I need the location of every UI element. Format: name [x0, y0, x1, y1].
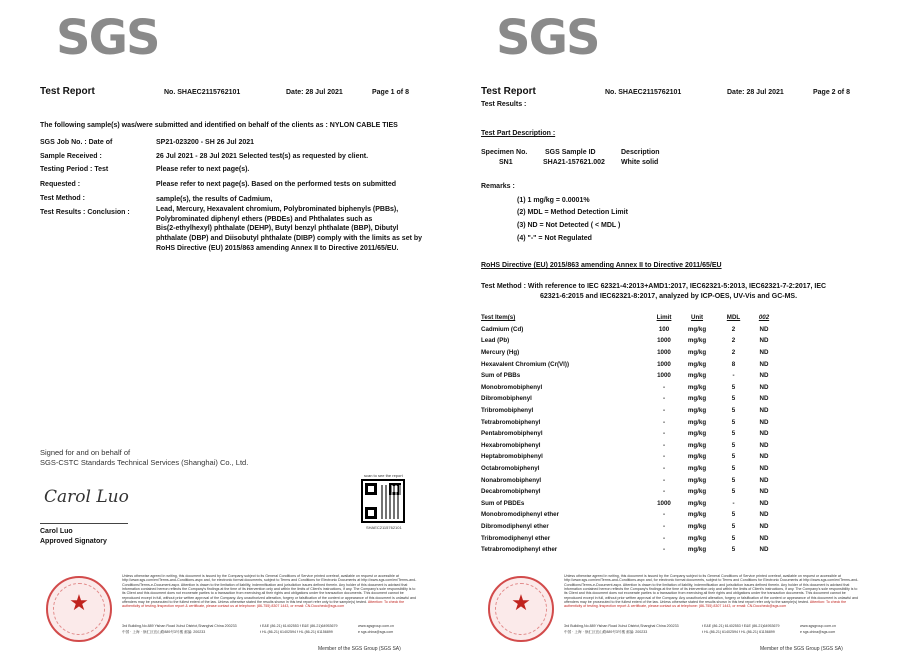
field-label: Test Method :: [40, 195, 85, 202]
col-sample-002: 002: [758, 314, 770, 322]
limit-cell: -: [662, 383, 666, 391]
unit-cell: mg/kg: [687, 372, 707, 380]
page2-header: [481, 86, 861, 102]
web-block: [800, 624, 836, 636]
unit-cell: mg/kg: [687, 511, 707, 519]
limit-cell: -: [662, 522, 666, 530]
table-row: [481, 474, 779, 486]
authenticity-attention: Attention: To check the authenticity of testing /inspection report & certificate, please contact us at telephone: (86-755) 8307 1443, or email: CN.Doccheck@sgs.com: [122, 599, 405, 609]
table-row: [481, 335, 779, 347]
limit-cell: 1000: [657, 337, 671, 345]
unit-cell: mg/kg: [687, 325, 707, 333]
conclusion-line: sample(s), the results of Cadmium,: [156, 196, 273, 203]
table-row: [481, 463, 779, 475]
address-cn: 中国 · 上海 · 徐汇区宜山路889号3号楼 邮编: 200233: [122, 629, 206, 634]
limit-cell: -: [662, 395, 666, 403]
field-label: SGS Job No. : Date of: [40, 139, 113, 146]
limit-cell: 1000: [657, 372, 671, 380]
phone-en: t E&E (86-21) 61402553 f E&E (86-21)64953679: [702, 624, 780, 628]
limit-cell: 100: [658, 325, 670, 333]
authenticity-attention: Attention: To check the authenticity of testing /inspection report & certificate, please contact us at telephone: (86-755) 8307 1443, or email: CN.Doccheck@sgs.com: [564, 599, 847, 609]
mdl-cell: 5: [731, 476, 736, 484]
intro-text: The following sample(s) was/were submitted and identified on behalf of the clients as : NYLON CABLE TIES: [40, 122, 398, 129]
unit-cell: mg/kg: [687, 534, 707, 542]
test-item-cell: Tetrabromobiphenyl: [481, 418, 541, 426]
table-row: [481, 370, 779, 382]
result-cell: ND: [759, 522, 769, 530]
company-seal: [488, 576, 554, 642]
remark-item: (4) "-" = Not Regulated: [517, 235, 592, 242]
report-title: Test Report: [481, 86, 536, 97]
mdl-cell: 5: [731, 395, 736, 403]
web-block: [358, 624, 394, 636]
conclusion-line: phthalate (DBP) and Diisobutyl phthalate (DIBP) comply with the limits as set by: [156, 235, 423, 243]
part-col-description: Description: [621, 149, 660, 156]
col-mdl: MDL: [726, 314, 741, 322]
test-item-cell: Mercury (Hg): [481, 349, 520, 357]
limit-cell: -: [662, 476, 666, 484]
unit-cell: mg/kg: [687, 430, 707, 438]
mdl-cell: 5: [731, 418, 736, 426]
report-date: Date: 28 Jul 2021: [727, 89, 784, 96]
mdl-cell: 5: [731, 430, 736, 438]
table-row: [481, 347, 779, 359]
col-limit: Limit: [656, 314, 672, 322]
results-table-body: [481, 324, 779, 556]
unit-cell: mg/kg: [687, 383, 707, 391]
qr-code[interactable]: [361, 479, 405, 523]
conclusion-line: Lead, Mercury, Hexavalent chromium, Polybrominated biphenyls (PBBs),: [156, 205, 399, 213]
col-unit: Unit: [690, 314, 704, 322]
table-row: [481, 324, 779, 336]
unit-cell: mg/kg: [687, 546, 707, 554]
mdl-cell: 2: [731, 349, 736, 357]
result-cell: ND: [759, 360, 769, 368]
test-item-cell: Pentabromobiphenyl: [481, 430, 543, 438]
test-item-cell: Sum of PBBs: [481, 372, 521, 380]
mdl-cell: 5: [731, 511, 736, 519]
test-item-cell: Dibromobiphenyl: [481, 395, 532, 403]
field-label: Testing Period : Test: [40, 166, 109, 173]
remark-item: (3) ND = Not Detected ( < MDL ): [517, 222, 621, 229]
table-row: [481, 521, 779, 533]
mdl-cell: 5: [731, 546, 736, 554]
mdl-cell: 5: [731, 441, 736, 449]
test-item-cell: Monobromobiphenyl: [481, 383, 543, 391]
page-number: Page 2 of 8: [813, 89, 850, 96]
test-item-cell: Monobromodiphenyl ether: [481, 511, 560, 519]
limit-cell: -: [662, 453, 666, 461]
limit-cell: -: [662, 546, 666, 554]
part-col-sample-id: SGS Sample ID: [545, 149, 596, 156]
unit-cell: mg/kg: [687, 360, 707, 368]
conclusion-line: Bis(2-ethylhexyl) phthalate (DEHP), Butyl benzyl phthalate (BBP), Dibutyl: [156, 225, 399, 233]
table-row: [481, 358, 779, 370]
star-icon: ★: [511, 590, 531, 615]
phone-block: [702, 624, 780, 636]
mdl-cell: -: [732, 372, 735, 380]
phone-cn: t HL (86-21) 61402594 f HL (86-21) 61156899: [260, 629, 333, 634]
result-cell: ND: [759, 488, 769, 496]
limit-cell: 1000: [657, 360, 671, 368]
sgs-logo: SGS: [496, 10, 599, 66]
test-item-cell: Lead (Pb): [481, 337, 510, 345]
phone-block: [260, 624, 338, 636]
result-cell: ND: [759, 349, 769, 357]
member-text: Member of the SGS Group (SGS SA): [318, 646, 401, 652]
result-cell: ND: [759, 372, 769, 380]
limit-cell: 1000: [657, 349, 671, 357]
result-cell: ND: [759, 418, 769, 426]
result-cell: ND: [759, 453, 769, 461]
report-date: Date: 28 Jul 2021: [286, 89, 343, 96]
address-block: [564, 624, 679, 636]
test-item-cell: Sum of PBDEs: [481, 499, 525, 507]
part-description: White solid: [621, 159, 659, 166]
field-label: Sample Received :: [40, 153, 102, 160]
limit-cell: -: [662, 465, 666, 473]
field-value: SP21-023200 - SH 26 Jul 2021: [156, 139, 255, 146]
conclusion-text: [156, 195, 422, 254]
website-link[interactable]: www.sgsgroup.com.cn: [800, 624, 836, 628]
limit-cell: -: [662, 511, 666, 519]
test-item-cell: Hexavalent Chromium (Cr(VI)): [481, 360, 570, 368]
result-cell: ND: [759, 407, 769, 415]
field-value: 26 Jul 2021 - 28 Jul 2021 Selected test(s) as requested by client.: [156, 153, 369, 160]
company-name: SGS-CSTC Standards Technical Services (Shanghai) Co., Ltd.: [40, 458, 249, 467]
table-row: [481, 382, 779, 394]
result-cell: ND: [759, 465, 769, 473]
mdl-cell: 5: [731, 407, 736, 415]
result-cell: ND: [759, 476, 769, 484]
test-item-cell: Cadmium (Cd): [481, 325, 524, 333]
table-row: [481, 509, 779, 521]
table-row: [481, 451, 779, 463]
result-cell: ND: [759, 430, 769, 438]
unit-cell: mg/kg: [687, 407, 707, 415]
phone-en: t E&E (86-21) 61402553 f E&E (86-21)64953679: [260, 624, 338, 628]
mdl-cell: 2: [731, 337, 736, 345]
result-cell: ND: [759, 441, 769, 449]
member-text: Member of the SGS Group (SGS SA): [760, 646, 843, 652]
unit-cell: mg/kg: [687, 453, 707, 461]
qr-caption: scan to see the report: [364, 473, 403, 478]
table-row: [481, 393, 779, 405]
remarks-heading: Remarks :: [481, 183, 515, 190]
part-specimen-no: SN1: [499, 159, 513, 166]
limit-cell: 1000: [657, 499, 671, 507]
field-value: Please refer to next page(s). Based on the performed tests on submitted: [156, 181, 396, 188]
conclusion-line: Polybrominated diphenyl ethers (PBDEs) and Phthalates such as: [156, 215, 373, 223]
unit-cell: mg/kg: [687, 499, 707, 507]
table-row: [481, 416, 779, 428]
field-value: Please refer to next page(s).: [156, 166, 250, 173]
part-col-specimen: Specimen No.: [481, 149, 528, 156]
limit-cell: -: [662, 418, 666, 426]
test-item-cell: Nonabromobiphenyl: [481, 476, 542, 484]
report-number: No. SHAEC2115762101: [605, 89, 682, 96]
qr-report-number: SHAEC2115762101: [366, 525, 402, 530]
test-item-cell: Tribromodiphenyl ether: [481, 534, 551, 542]
result-cell: ND: [759, 383, 769, 391]
unit-cell: mg/kg: [687, 488, 707, 496]
phone-cn: t HL (86-21) 61402594 f HL (86-21) 61156899: [702, 629, 775, 634]
conclusion-line: RoHS Directive (EU) 2015/863 amending Annex II to Directive 2011/65/EU.: [156, 244, 399, 252]
limit-cell: -: [662, 534, 666, 542]
report-title: Test Report: [40, 86, 95, 97]
field-label: Requested :: [40, 181, 81, 188]
limit-cell: -: [662, 407, 666, 415]
table-row: [481, 532, 779, 544]
mdl-cell: 5: [731, 534, 736, 542]
address-block: [122, 624, 237, 636]
table-row: [481, 486, 779, 498]
mdl-cell: 5: [731, 488, 736, 496]
part-description-heading: Test Part Description :: [481, 130, 556, 137]
mdl-cell: 5: [731, 383, 736, 391]
signature: Carol Luo: [44, 487, 129, 507]
results-table: [481, 312, 779, 555]
table-row: [481, 544, 779, 556]
report-number: No. SHAEC2115762101: [164, 89, 241, 96]
mdl-cell: 5: [731, 522, 736, 530]
test-item-cell: Heptabromobiphenyl: [481, 453, 543, 461]
test-item-cell: Decabromobiphenyl: [481, 488, 541, 496]
company-seal: [46, 576, 112, 642]
table-row: [481, 498, 779, 510]
star-icon: ★: [69, 590, 89, 615]
result-cell: ND: [759, 534, 769, 542]
unit-cell: mg/kg: [687, 395, 707, 403]
address-cn: 中国 · 上海 · 徐汇区宜山路889号3号楼 邮编: 200233: [564, 629, 648, 634]
unit-cell: mg/kg: [687, 337, 707, 345]
email-link[interactable]: e sgs.china@sgs.com: [800, 629, 836, 634]
unit-cell: mg/kg: [687, 418, 707, 426]
page-number: Page 1 of 8: [372, 89, 409, 96]
mdl-cell: 8: [731, 360, 736, 368]
unit-cell: mg/kg: [687, 476, 707, 484]
address-en: 3rd Building,No.889 Yishan Road Xuhui District,Shanghai China 200233: [122, 624, 237, 628]
limit-cell: -: [662, 441, 666, 449]
website-link[interactable]: www.sgsgroup.com.cn: [358, 624, 394, 628]
result-cell: ND: [759, 546, 769, 554]
mdl-cell: 5: [731, 453, 736, 461]
test-item-cell: Dibromodiphenyl ether: [481, 522, 549, 530]
test-method-line: Test Method : With reference to IEC 62321-4:2013+AMD1:2017, IEC62321-5:2013, IEC62321-7-2:2017, IEC: [481, 283, 827, 290]
test-item-cell: Hexabromobiphenyl: [481, 441, 541, 449]
limit-cell: -: [662, 430, 666, 438]
unit-cell: mg/kg: [687, 465, 707, 473]
test-results-heading: Test Results :: [481, 101, 527, 108]
mdl-cell: -: [732, 499, 735, 507]
result-cell: ND: [759, 499, 769, 507]
col-test-item: Test Item(s): [481, 314, 516, 322]
table-row: [481, 428, 779, 440]
unit-cell: mg/kg: [687, 522, 707, 530]
result-cell: ND: [759, 511, 769, 519]
result-cell: ND: [759, 337, 769, 345]
directive-heading: RoHS Directive (EU) 2015/863 amending Annex II to Directive 2011/65/EU: [481, 262, 722, 269]
email-link[interactable]: e sgs.china@sgs.com: [358, 629, 394, 634]
page1-header: [40, 86, 420, 102]
test-item-cell: Tribromobiphenyl: [481, 407, 534, 415]
remark-item: (1) 1 mg/kg = 0.0001%: [517, 197, 590, 204]
disclaimer-text: Unless otherwise agreed in writing, this document is issued by the Company subject to its General Conditions of Service printed overleaf, available on request or accessible at http://www.sgs.com/en/Terms-and-Conditions.aspx and, for electronic format documents, subject to Terms and Conditions for Electronic Documents at http://www.sgs.com/en/Terms-and-Conditions/Terms-e-Document.aspx. Attention is drawn to the limitation of liability, indemnification and jurisdiction issues defined therein. Any holder of this document is advised that information contained hereon reflects the Company's findings at the time of its intervention only and within the limits of Client's instructions, if any. The Company's sole responsibility is to its Client and this document does not exonerate parties to a transaction from exercising all their rights and obligations under the transaction documents. This document cannot be reproduced except in full, without prior written approval of the Company. Any unauthorized alteration, forgery or falsification of the content or appearance of this document is unlawful and offenders may be prosecuted to the fullest extent of the law. Unless otherwise stated the results shown in this test report refer only to the sample(s) tested. Attention: To check the authenticity of testing /inspection report & certificate, please contact us at telephone: (86-755) 8307 1443, or email: CN.Doccheck@sgs.com: [122, 574, 417, 609]
unit-cell: mg/kg: [687, 349, 707, 357]
sgs-logo: SGS: [56, 10, 159, 66]
result-cell: ND: [759, 395, 769, 403]
mdl-cell: 5: [731, 465, 736, 473]
signature-line: [40, 523, 128, 524]
signer-title: Approved Signatory: [40, 538, 107, 545]
address-en: 3rd Building,No.889 Yishan Road Xuhui District,Shanghai China 200233: [564, 624, 679, 628]
signer-name: Carol Luo: [40, 528, 73, 535]
limit-cell: -: [662, 488, 666, 496]
table-row: [481, 405, 779, 417]
test-item-cell: Octabromobiphenyl: [481, 465, 540, 473]
test-method-line: 62321-6:2015 and IEC62321-8:2017, analyzed by ICP-OES, UV-Vis and GC-MS.: [540, 293, 798, 300]
field-label: Test Results : Conclusion :: [40, 209, 130, 216]
table-row: [481, 440, 779, 452]
unit-cell: mg/kg: [687, 441, 707, 449]
result-cell: ND: [759, 325, 769, 333]
part-sample-id: SHA21-157621.002: [543, 159, 605, 166]
disclaimer-text: Unless otherwise agreed in writing, this document is issued by the Company subject to its General Conditions of Service printed overleaf, available on request or accessible at http://www.sgs.com/en/Terms-and-Conditions.aspx and, for electronic format documents, subject to Terms and Conditions for Electronic Documents at http://www.sgs.com/en/Terms-and-Conditions/Terms-e-Document.aspx. Attention is drawn to the limitation of liability, indemnification and jurisdiction issues defined therein. Any holder of this document is advised that information contained hereon reflects the Company's findings at the time of its intervention only and within the limits of Client's instructions, if any. The Company's sole responsibility is to its Client and this document does not exonerate parties to a transaction from exercising all their rights and obligations under the transaction documents. This document cannot be reproduced except in full, without prior written approval of the Company. Any unauthorized alteration, forgery or falsification of the content or appearance of this document is unlawful and offenders may be prosecuted to the fullest extent of the law. Unless otherwise stated the results shown in this test report refer only to the sample(s) tested. Attention: To check the authenticity of testing /inspection report & certificate, please contact us at telephone: (86-755) 8307 1443, or email: CN.Doccheck@sgs.com: [564, 574, 859, 609]
remark-item: (2) MDL = Method Detection Limit: [517, 209, 628, 216]
table-header-row: [481, 312, 779, 324]
test-item-cell: Tetrabromodiphenyl ether: [481, 546, 558, 554]
mdl-cell: 2: [731, 325, 736, 333]
signed-for-text: Signed for and on behalf of: [40, 448, 131, 457]
